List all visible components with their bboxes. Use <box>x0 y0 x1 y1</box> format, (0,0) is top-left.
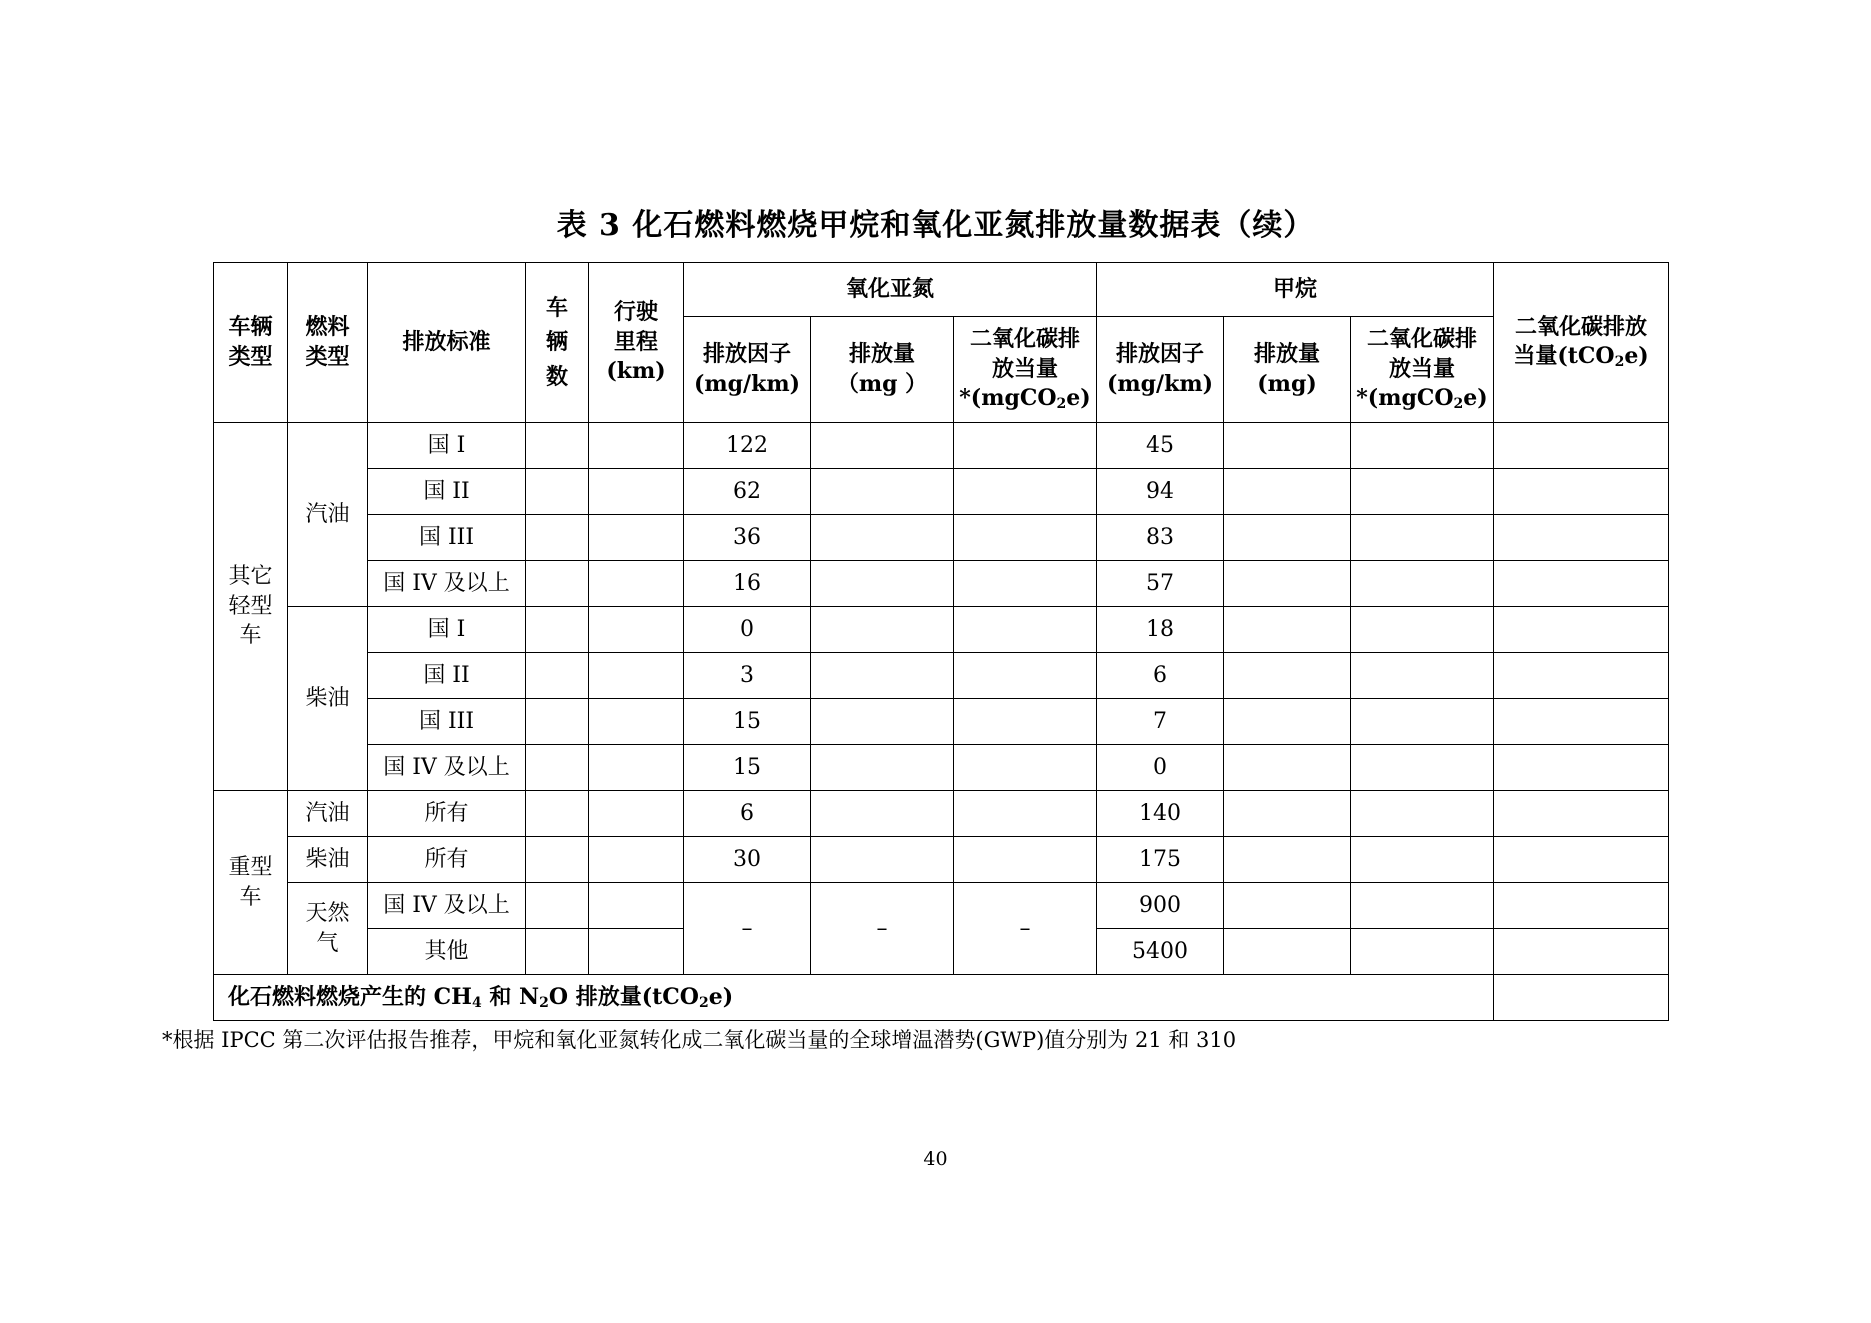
n2o-co2eq-cell: – <box>954 883 1097 975</box>
n2o-co2eq-cell <box>954 791 1097 837</box>
mileage-cell <box>589 699 684 745</box>
group-heavy: 重型车 <box>214 791 288 975</box>
standard-cell: 国 IV 及以上 <box>368 883 526 929</box>
mileage-cell <box>589 469 684 515</box>
n2o-amount-cell <box>811 515 954 561</box>
n2o-co2eq-cell <box>954 653 1097 699</box>
ch4-factor-cell: 140 <box>1097 791 1224 837</box>
n2o-amount-cell <box>811 561 954 607</box>
vehicle-count-cell <box>526 929 589 975</box>
fuel-diesel: 柴油 <box>288 607 368 791</box>
standard-cell: 国 III <box>368 515 526 561</box>
n2o-co2eq-cell <box>954 469 1097 515</box>
mileage-cell <box>589 653 684 699</box>
page-number: 40 <box>923 1148 948 1170</box>
table-row <box>214 883 1669 929</box>
ch4-factor-cell: 175 <box>1097 837 1224 883</box>
ch4-factor-cell: 7 <box>1097 699 1224 745</box>
footnote: *根据 IPCC 第二次评估报告推荐，甲烷和氧化亚氮转化成二氧化碳当量的全球增温潜势(GWP)值分别为 21 和 310 <box>162 1028 1237 1052</box>
ch4-co2eq-cell <box>1351 607 1494 653</box>
ch4-amount-cell <box>1224 607 1351 653</box>
co2-total-cell <box>1494 791 1669 837</box>
mileage-cell <box>589 607 684 653</box>
vehicle-count-cell <box>526 423 589 469</box>
header-co2-total: 二氧化碳排放 当量(tCO$_2$e) <box>1494 263 1669 423</box>
n2o-co2eq-cell <box>954 561 1097 607</box>
n2o-factor-cell: – <box>684 883 811 975</box>
n2o-co2eq-cell <box>954 837 1097 883</box>
emission-table <box>213 262 1669 1021</box>
ch4-factor-cell: 900 <box>1097 883 1224 929</box>
ch4-factor-cell: 45 <box>1097 423 1224 469</box>
mileage-cell <box>589 929 684 975</box>
n2o-amount-cell <box>811 699 954 745</box>
mileage-cell <box>589 745 684 791</box>
co2-total-cell <box>1494 561 1669 607</box>
n2o-co2eq-cell <box>954 699 1097 745</box>
ch4-co2eq-cell <box>1351 515 1494 561</box>
header-n2o-amount: 排放量 （mg ） <box>811 317 954 423</box>
table-row <box>214 607 1669 653</box>
vehicle-count-cell <box>526 469 589 515</box>
n2o-factor-cell: 15 <box>684 745 811 791</box>
page-title: 表 3 化石燃料燃烧甲烷和氧化亚氮排放量数据表（续） <box>556 208 1315 243</box>
vehicle-count-cell <box>526 607 589 653</box>
total-label: 化石燃料燃烧产生的 $CH_4$ 和 $N_2O$ 排放量(tCO$_2$e) <box>214 975 1494 1021</box>
co2-total-cell <box>1494 929 1669 975</box>
table-row <box>214 745 1669 791</box>
ch4-co2eq-cell <box>1351 469 1494 515</box>
ch4-factor-cell: 5400 <box>1097 929 1224 975</box>
standard-cell: 国 IV 及以上 <box>368 745 526 791</box>
co2-total-cell <box>1494 883 1669 929</box>
ch4-amount-cell <box>1224 423 1351 469</box>
standard-cell: 国 II <box>368 653 526 699</box>
n2o-co2eq-cell <box>954 607 1097 653</box>
co2-total-cell <box>1494 607 1669 653</box>
fuel-natural-gas: 天然气 <box>288 883 368 975</box>
vehicle-count-cell <box>526 883 589 929</box>
ch4-amount-cell <box>1224 929 1351 975</box>
n2o-amount-cell <box>811 469 954 515</box>
ch4-factor-cell: 18 <box>1097 607 1224 653</box>
header-ch4-amount: 排放量 (mg) <box>1224 317 1351 423</box>
ch4-co2eq-cell <box>1351 423 1494 469</box>
ch4-amount-cell <box>1224 469 1351 515</box>
table-row <box>214 423 1669 469</box>
n2o-amount-cell <box>811 423 954 469</box>
total-row <box>214 975 1669 1021</box>
header-ch4-co2eq: 二氧化碳排 放当量 *(mgCO$_2$e) <box>1351 317 1494 423</box>
ch4-factor-cell: 6 <box>1097 653 1224 699</box>
co2-total-cell <box>1494 515 1669 561</box>
n2o-factor-cell: 62 <box>684 469 811 515</box>
n2o-co2eq-cell <box>954 745 1097 791</box>
header-n2o-group: 氧化亚氮 <box>684 263 1097 317</box>
table-row <box>214 469 1669 515</box>
group-light: 其它轻型车 <box>214 423 288 791</box>
table-row <box>214 791 1669 837</box>
standard-cell: 所有 <box>368 837 526 883</box>
ch4-co2eq-cell <box>1351 883 1494 929</box>
n2o-factor-cell: 3 <box>684 653 811 699</box>
ch4-co2eq-cell <box>1351 837 1494 883</box>
ch4-amount-cell <box>1224 745 1351 791</box>
ch4-co2eq-cell <box>1351 929 1494 975</box>
ch4-co2eq-cell <box>1351 561 1494 607</box>
co2-total-cell <box>1494 699 1669 745</box>
total-value-cell <box>1494 975 1669 1021</box>
ch4-amount-cell <box>1224 837 1351 883</box>
vehicle-count-cell <box>526 745 589 791</box>
n2o-factor-cell: 30 <box>684 837 811 883</box>
mileage-cell <box>589 791 684 837</box>
standard-cell: 其他 <box>368 929 526 975</box>
header-ch4-group: 甲烷 <box>1097 263 1494 317</box>
n2o-co2eq-cell <box>954 515 1097 561</box>
ch4-factor-cell: 0 <box>1097 745 1224 791</box>
vehicle-count-cell <box>526 699 589 745</box>
table-row <box>214 515 1669 561</box>
mileage-cell <box>589 883 684 929</box>
header-mileage: 行驶里程 (km) <box>589 263 684 423</box>
ch4-amount-cell <box>1224 515 1351 561</box>
ch4-co2eq-cell <box>1351 653 1494 699</box>
mileage-cell <box>589 561 684 607</box>
mileage-cell <box>589 515 684 561</box>
standard-cell: 所有 <box>368 791 526 837</box>
ch4-factor-cell: 57 <box>1097 561 1224 607</box>
co2-total-cell <box>1494 469 1669 515</box>
fuel-gasoline: 汽油 <box>288 423 368 607</box>
n2o-factor-cell: 0 <box>684 607 811 653</box>
co2-total-cell <box>1494 745 1669 791</box>
ch4-amount-cell <box>1224 699 1351 745</box>
n2o-factor-cell: 6 <box>684 791 811 837</box>
ch4-amount-cell <box>1224 883 1351 929</box>
standard-cell: 国 I <box>368 607 526 653</box>
fuel-diesel: 柴油 <box>288 837 368 883</box>
table-row <box>214 837 1669 883</box>
ch4-amount-cell <box>1224 561 1351 607</box>
co2-total-cell <box>1494 423 1669 469</box>
n2o-amount-cell <box>811 607 954 653</box>
standard-cell: 国 IV 及以上 <box>368 561 526 607</box>
table-row <box>214 561 1669 607</box>
vehicle-count-cell <box>526 653 589 699</box>
header-ch4-factor: 排放因子 (mg/km) <box>1097 317 1224 423</box>
mileage-cell <box>589 423 684 469</box>
table-row <box>214 653 1669 699</box>
n2o-factor-cell: 122 <box>684 423 811 469</box>
co2-total-cell <box>1494 837 1669 883</box>
ch4-co2eq-cell <box>1351 791 1494 837</box>
n2o-amount-cell <box>811 653 954 699</box>
mileage-cell <box>589 837 684 883</box>
ch4-amount-cell <box>1224 653 1351 699</box>
n2o-co2eq-cell <box>954 423 1097 469</box>
header-n2o-factor: 排放因子 (mg/km) <box>684 317 811 423</box>
n2o-amount-cell: – <box>811 883 954 975</box>
n2o-amount-cell <box>811 745 954 791</box>
ch4-amount-cell <box>1224 791 1351 837</box>
n2o-amount-cell <box>811 791 954 837</box>
header-vehicle-count: 车辆数 <box>526 263 589 423</box>
table-row <box>214 699 1669 745</box>
n2o-factor-cell: 16 <box>684 561 811 607</box>
fuel-gasoline: 汽油 <box>288 791 368 837</box>
standard-cell: 国 I <box>368 423 526 469</box>
n2o-factor-cell: 15 <box>684 699 811 745</box>
ch4-factor-cell: 94 <box>1097 469 1224 515</box>
header-emission-standard: 排放标准 <box>368 263 526 423</box>
ch4-co2eq-cell <box>1351 745 1494 791</box>
ch4-co2eq-cell <box>1351 699 1494 745</box>
ch4-factor-cell: 83 <box>1097 515 1224 561</box>
vehicle-count-cell <box>526 561 589 607</box>
vehicle-count-cell <box>526 791 589 837</box>
header-fuel-type: 燃料类型 <box>288 263 368 423</box>
header-n2o-co2eq: 二氧化碳排 放当量 *(mgCO$_2$e) <box>954 317 1097 423</box>
vehicle-count-cell <box>526 515 589 561</box>
n2o-factor-cell: 36 <box>684 515 811 561</box>
standard-cell: 国 III <box>368 699 526 745</box>
standard-cell: 国 II <box>368 469 526 515</box>
co2-total-cell <box>1494 653 1669 699</box>
vehicle-count-cell <box>526 837 589 883</box>
header-vehicle-type: 车辆类型 <box>214 263 288 423</box>
n2o-amount-cell <box>811 837 954 883</box>
